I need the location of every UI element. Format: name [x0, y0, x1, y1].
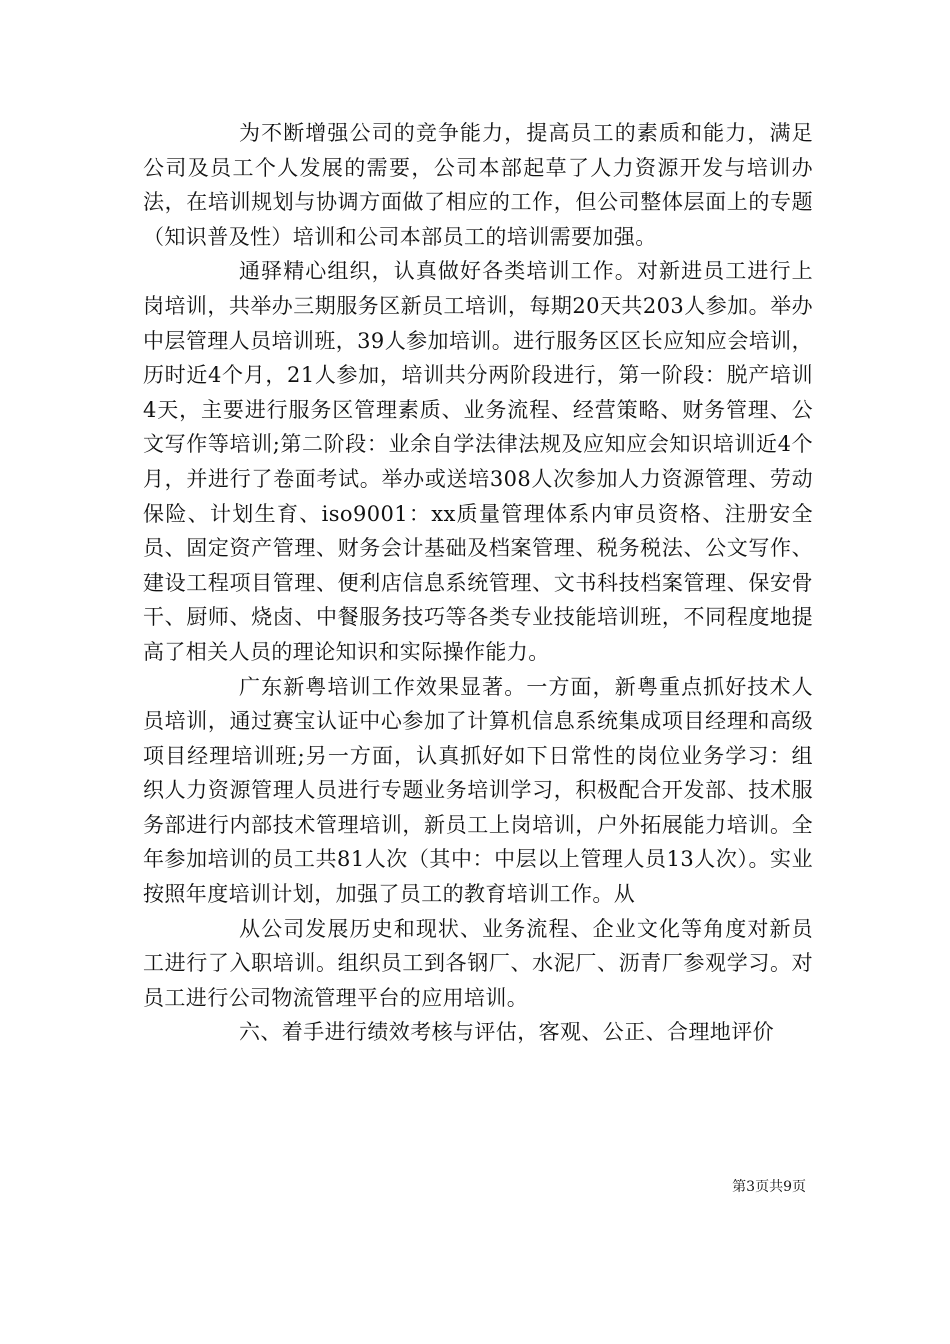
paragraph-training-overview: 为不断增强公司的竞争能力，提高员工的素质和能力，满足公司及员工个人发展的需要，公司本部起草了人力资源开发与培训办法，在培训规划与协调方面做了相应的工作，但公司整体层面上的专题（知识普及性）培训和公司本部员工的培训需要加强。 [143, 121, 813, 249]
page-number-footer: 第3页共9页 [732, 1179, 806, 1195]
paragraph-onboarding-training: 从公司发展历史和现状、业务流程、企业文化等角度对新员工进行了入职培训。组织员工到各钢厂、水泥厂、沥青厂参观学习。对员工进行公司物流管理平台的应用培训。 [143, 916, 813, 1010]
paragraph-performance-heading: 六、着手进行绩效考核与评估，客观、公正、合理地评价 [239, 1020, 774, 1045]
paragraph-tongyi-training: 通驿精心组织，认真做好各类培训工作。对新进员工进行上岗培训，共举办三期服务区新员工培训，每期20天共203人参加。举办中层管理人员培训班，39人参加培训。进行服务区区长应知应会培训，历时近4个月，21人参加，培训共分两阶段进行，第一阶段：脱产培训4天，主要进行服务区管理素质、业务流程、经营策略、财务管理、公文写作等培训;第二阶段：业余自学法律法规及应知应会知识培训近4个月，并进行了卷面考试。举办或送培308人次参加人力资源管理、劳动保险、计划生育、iso9001：xx质量管理体系内审员资格、注册安全员、固定资产管理、财务会计基础及档案管理、税务税法、公文写作、建设工程项目管理、便利店信息系统管理、文书科技档案管理、保安骨干、厨师、烧卤、中餐服务技巧等各类专业技能培训班，不同程度地提高了相关人员的理论知识和实际操作能力。 [143, 259, 813, 664]
paragraph-xinyue-training: 广东新粤培训工作效果显著。一方面，新粤重点抓好技术人员培训，通过赛宝认证中心参加了计算机信息系统集成项目经理和高级项目经理培训班;另一方面，认真抓好如下日常性的岗位业务学习：组织人力资源管理人员进行专题业务培训学习，积极配合开发部、技术服务部进行内部技术管理培训，新员工上岗培训，户外拓展能力培训。全年参加培训的员工共81人次（其中：中层以上管理人员13人次）。实业按照年度培训计划，加强了员工的教育培训工作。从 [143, 674, 813, 907]
document-body [143, 116, 813, 1050]
